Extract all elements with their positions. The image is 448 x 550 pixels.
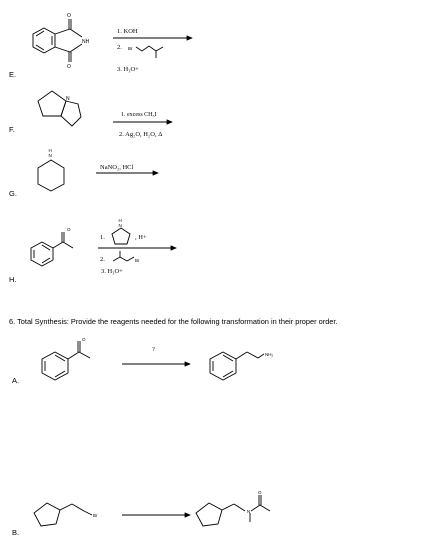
pyrrolizidine-n-label: N [66,96,70,102]
piperidine-structure [38,148,64,191]
synthesis-label-a: A. [12,376,20,385]
phthalimide-structure [33,13,90,70]
reagent-e-1: 1. KOH [117,28,138,35]
svg-text:H: H [48,148,52,153]
problem-label-g: G. [9,189,17,198]
reagent-e-2: 2. [117,44,122,51]
synthesis-b-start-bromide [34,503,98,526]
reagent-h-2: 2. [100,256,105,263]
phthalimide-nh-label: NH [82,39,90,45]
svg-text:O: O [258,490,262,495]
acetophenone-structure [31,227,73,266]
reagent-h-3: 3. H₃O+ [101,268,123,275]
synthesis-a-product-amine [210,346,273,380]
product-nh2-label: NH₂ [265,352,274,357]
synthesis-label-b: B. [12,528,20,537]
synthesis-a-start-acetophenone [42,337,90,380]
problem-label-e: E. [9,70,17,79]
reagent-f-2: 2. Ag₂O, H₂O, Δ [119,131,163,138]
reagent-f-1: 1. excess CH₃I [121,112,157,118]
reagent-h-acid: , H+ [135,234,147,241]
reagent-e-alkyl-bromide [128,46,163,58]
reagent-h-pyrrolidine [112,218,130,244]
reagent-h-1: 1. [100,234,105,241]
pyrrolizidine-structure [38,91,81,126]
product-b-n-label: N [247,509,251,514]
bromide-br-label: Br [93,513,98,518]
reagent-g-1: NaNO₂, HCl [100,164,134,171]
problem-label-f: F. [9,125,15,134]
svg-text:O: O [67,13,71,19]
reagent-e-3: 3. H₃O+ [117,66,139,73]
synthesis-arrow-label-a: ? [152,346,155,353]
piperidine-n-label: N [48,153,52,158]
isobutyl-bromine-label: Br [135,258,140,263]
section-heading: 6. Total Synthesis: Provide the reagents needed for the following transformation in their proper order. [9,317,338,326]
pyrrolidine-n-label: N [118,223,122,228]
reagent-h-isobutyl-bromide [113,251,140,263]
problem-label-h: H. [9,275,17,284]
svg-text:O: O [67,227,71,232]
svg-text:H: H [118,218,122,223]
svg-text:O: O [82,337,86,342]
svg-text:O: O [67,64,71,70]
synthesis-b-product-amine [196,490,270,526]
reagent-e-bromine-label: Br [128,46,133,51]
